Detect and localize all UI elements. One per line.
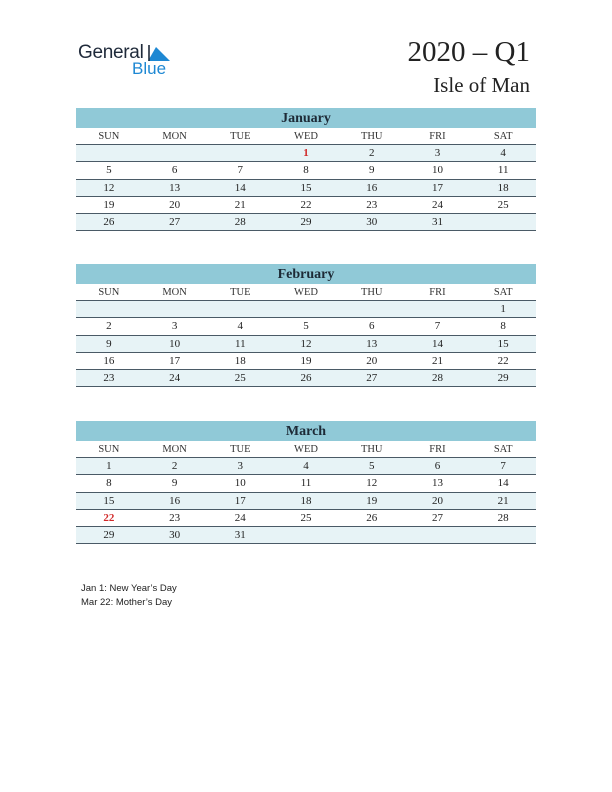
week-row (76, 510, 536, 527)
brand-logo (78, 42, 178, 78)
day-cell: 8 (500, 320, 506, 333)
day-cell: 22 (103, 511, 115, 524)
day-cell: 10 (169, 337, 181, 350)
day-cell: 29 (497, 371, 509, 384)
week-row (76, 336, 536, 353)
empty-day-cell (76, 301, 142, 317)
day-cell: 19 (366, 494, 378, 507)
week-row (76, 197, 536, 214)
day-cell: 4 (303, 460, 309, 473)
day-cell: 30 (366, 215, 378, 228)
week-row (76, 162, 536, 179)
day-cell: 6 (434, 460, 441, 473)
day-cell: 18 (300, 494, 312, 507)
day-cell: 16 (169, 494, 181, 507)
day-cell: 29 (300, 215, 312, 228)
day-cell: 26 (300, 371, 312, 384)
weekday-label: FRI (429, 444, 446, 455)
day-cell: 25 (234, 371, 246, 384)
day-cell: 9 (171, 477, 178, 490)
day-cell: 27 (366, 371, 378, 384)
day-cell: 28 (431, 371, 443, 384)
day-cell: 15 (300, 181, 312, 194)
empty-day-cell (273, 301, 339, 317)
day-cell: 29 (103, 528, 115, 541)
weekday-label: FRI (429, 287, 446, 298)
day-cell: 21 (234, 198, 246, 211)
empty-day-cell (142, 145, 208, 161)
week-row (76, 527, 536, 544)
day-cell: 28 (234, 215, 246, 228)
empty-day-cell (339, 301, 405, 317)
day-cell: 23 (366, 198, 378, 211)
weekday-label: TUE (230, 131, 251, 142)
weekday-label: WED (294, 287, 318, 298)
day-cell: 6 (368, 320, 375, 333)
holiday-note: Mar 22: Mother’s Day (81, 597, 172, 608)
day-cell: 2 (171, 460, 178, 473)
week-row (76, 353, 536, 370)
week-row (76, 493, 536, 510)
weekday-label: TUE (230, 444, 251, 455)
holiday-notes (81, 582, 177, 610)
month-calendar-march (76, 421, 536, 544)
day-cell: 20 (169, 198, 181, 211)
day-cell: 18 (497, 181, 509, 194)
day-cell: 28 (497, 511, 509, 524)
day-cell: 17 (169, 354, 181, 367)
day-cell: 1 (303, 147, 309, 160)
weekday-label: TUE (230, 287, 251, 298)
empty-day-cell (207, 145, 273, 161)
empty-day-cell (207, 301, 273, 317)
weekday-header-row (76, 284, 536, 301)
weekday-label: SUN (98, 287, 120, 298)
day-cell: 30 (169, 528, 181, 541)
day-cell: 10 (431, 164, 443, 177)
empty-day-cell (142, 301, 208, 317)
day-cell: 2 (368, 147, 375, 160)
page-title: 2020 – Q1 (407, 36, 530, 68)
month-calendar-january (76, 108, 536, 231)
day-cell: 2 (106, 320, 112, 333)
day-cell: 10 (234, 477, 246, 490)
day-cell: 27 (431, 511, 443, 524)
day-cell: 8 (303, 164, 309, 177)
weekday-label: FRI (429, 131, 446, 142)
day-cell: 20 (366, 354, 378, 367)
empty-day-cell (470, 527, 536, 543)
day-cell: 7 (237, 164, 244, 177)
week-row (76, 475, 536, 492)
day-cell: 17 (234, 494, 246, 507)
day-cell: 24 (234, 511, 246, 524)
logo-text-blue: Blue (132, 59, 167, 78)
empty-day-cell (405, 527, 471, 543)
weekday-label: SUN (98, 444, 120, 455)
weekday-label: WED (294, 444, 318, 455)
day-cell: 26 (366, 511, 378, 524)
day-cell: 1 (106, 460, 112, 473)
weekday-label: SAT (493, 287, 513, 298)
day-cell: 16 (366, 181, 378, 194)
day-cell: 3 (171, 320, 178, 333)
weekday-label: MON (162, 444, 187, 455)
day-cell: 23 (169, 511, 181, 524)
day-cell: 11 (497, 164, 509, 177)
month-calendar-february (76, 264, 536, 387)
weekday-label: SAT (493, 444, 513, 455)
empty-day-cell (339, 527, 405, 543)
day-cell: 11 (235, 337, 246, 350)
day-cell: 9 (106, 337, 112, 350)
day-cell: 7 (434, 320, 441, 333)
page-subtitle: Isle of Man (433, 73, 530, 97)
weekday-header-row (76, 441, 536, 458)
weekday-label: THU (360, 131, 383, 142)
day-cell: 6 (171, 164, 178, 177)
day-cell: 31 (431, 215, 443, 228)
weekday-label: MON (162, 287, 187, 298)
day-cell: 15 (497, 337, 509, 350)
day-cell: 25 (497, 198, 509, 211)
week-row (76, 145, 536, 162)
month-title: March (76, 421, 536, 441)
day-cell: 3 (434, 147, 441, 160)
day-cell: 20 (431, 494, 443, 507)
day-cell: 9 (368, 164, 375, 177)
day-cell: 11 (300, 477, 312, 490)
day-cell: 13 (169, 181, 181, 194)
day-cell: 26 (103, 215, 115, 228)
day-cell: 1 (500, 303, 506, 316)
day-cell: 27 (169, 215, 181, 228)
weekday-label: THU (360, 444, 383, 455)
empty-day-cell (76, 145, 142, 161)
day-cell: 14 (497, 477, 509, 490)
weekday-label: SAT (493, 131, 513, 142)
day-cell: 17 (431, 181, 443, 194)
week-row (76, 458, 536, 475)
day-cell: 13 (431, 477, 443, 490)
day-cell: 19 (103, 198, 115, 211)
day-cell: 24 (431, 198, 443, 211)
day-cell: 4 (237, 320, 244, 333)
day-cell: 14 (234, 181, 246, 194)
week-row (76, 370, 536, 387)
day-cell: 19 (300, 354, 312, 367)
week-row (76, 318, 536, 335)
empty-day-cell (273, 527, 339, 543)
week-row (76, 214, 536, 231)
month-title: January (76, 108, 536, 128)
weekday-label: THU (360, 287, 383, 298)
weekday-label: SUN (98, 131, 120, 142)
week-row (76, 180, 536, 197)
day-cell: 22 (497, 354, 509, 367)
day-cell: 18 (234, 354, 246, 367)
day-cell: 8 (106, 477, 112, 490)
day-cell: 7 (500, 460, 506, 473)
weekday-header-row (76, 128, 536, 145)
day-cell: 5 (106, 164, 112, 177)
day-cell: 12 (300, 337, 312, 350)
empty-day-cell (470, 214, 536, 230)
day-cell: 23 (103, 371, 115, 384)
day-cell: 12 (366, 477, 378, 490)
day-cell: 3 (237, 460, 244, 473)
day-cell: 4 (500, 147, 506, 160)
day-cell: 21 (431, 354, 443, 367)
day-cell: 13 (366, 337, 378, 350)
day-cell: 22 (300, 198, 312, 211)
day-cell: 5 (303, 320, 309, 333)
holiday-note: Jan 1: New Year’s Day (81, 583, 177, 594)
week-row (76, 301, 536, 318)
day-cell: 21 (497, 494, 509, 507)
day-cell: 31 (234, 528, 246, 541)
day-cell: 5 (368, 460, 375, 473)
day-cell: 15 (103, 494, 115, 507)
day-cell: 14 (431, 337, 443, 350)
day-cell: 24 (169, 371, 181, 384)
day-cell: 25 (300, 511, 312, 524)
weekday-label: WED (294, 131, 318, 142)
day-cell: 16 (103, 354, 115, 367)
month-title: February (76, 264, 536, 284)
logo-text-general: General (78, 42, 144, 63)
day-cell: 12 (103, 181, 115, 194)
weekday-label: MON (162, 131, 187, 142)
empty-day-cell (405, 301, 471, 317)
